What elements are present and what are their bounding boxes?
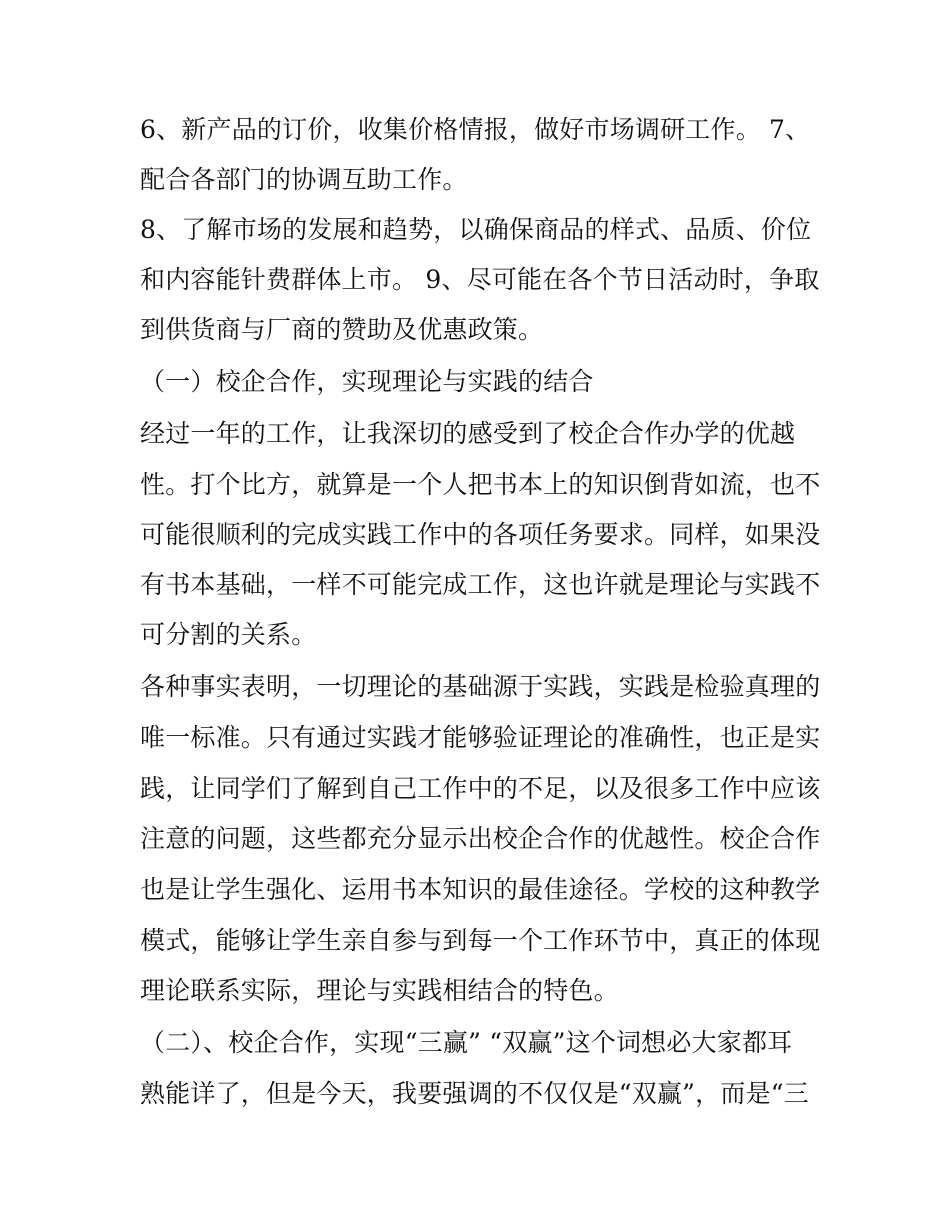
text-line-10: 有书本基础，一样不可能完成工作，这也许就是理论与实践不	[140, 570, 821, 599]
text-line-14: 践，让同学们了解到自己工作中的不足，以及很多工作中应该	[140, 774, 821, 803]
section-heading-2: （二）、校企合作，实现“三赢” “双赢”这个词想必大家都耳	[140, 1028, 793, 1057]
text-line-4: 和内容能针费群体上市。 9、尽可能在各个节日活动时，争取	[140, 265, 820, 294]
text-line-18: 理论联系实际，理论与实践相结合的特色。	[140, 976, 619, 1005]
text-line-13: 唯一标准。只有通过实践才能够验证理论的准确性，也正是实	[140, 723, 821, 752]
text-line-3: 8、了解市场的发展和趋势，以确保商品的样式、品质、价位	[140, 215, 812, 244]
text-line-20: 熟能详了，但是今天，我要强调的不仅仅是“双赢”，而是“三	[140, 1079, 809, 1108]
text-line-5: 到供货商与厂商的赞助及优惠政策。	[140, 315, 544, 344]
text-line-16: 也是让学生强化、运用书本知识的最佳途径。学校的这种教学	[140, 875, 821, 904]
section-heading-1: （一）校企合作，实现理论与实践的结合	[140, 367, 594, 396]
text-line-7: 经过一年的工作，让我深切的感受到了校企合作办学的优越	[140, 419, 796, 448]
text-line-15: 注意的问题，这些都充分显示出校企合作的优越性。校企合作	[140, 824, 821, 853]
text-line-1: 6、新产品的订价，收集价格情报，做好市场调研工作。 7、	[140, 115, 811, 144]
text-line-9: 可能很顺利的完成实践工作中的各项任务要求。同样，如果没	[140, 520, 821, 549]
text-line-2: 配合各部门的协调互助工作。	[140, 165, 468, 194]
text-line-17: 模式，能够让学生亲自参与到每一个工作环节中，真正的体现	[140, 926, 821, 955]
text-line-11: 可分割的关系。	[140, 620, 317, 649]
text-line-12: 各种事实表明，一切理论的基础源于实践，实践是检验真理的	[140, 672, 821, 701]
text-line-8: 性。打个比方，就算是一个人把书本上的知识倒背如流，也不	[140, 470, 821, 499]
